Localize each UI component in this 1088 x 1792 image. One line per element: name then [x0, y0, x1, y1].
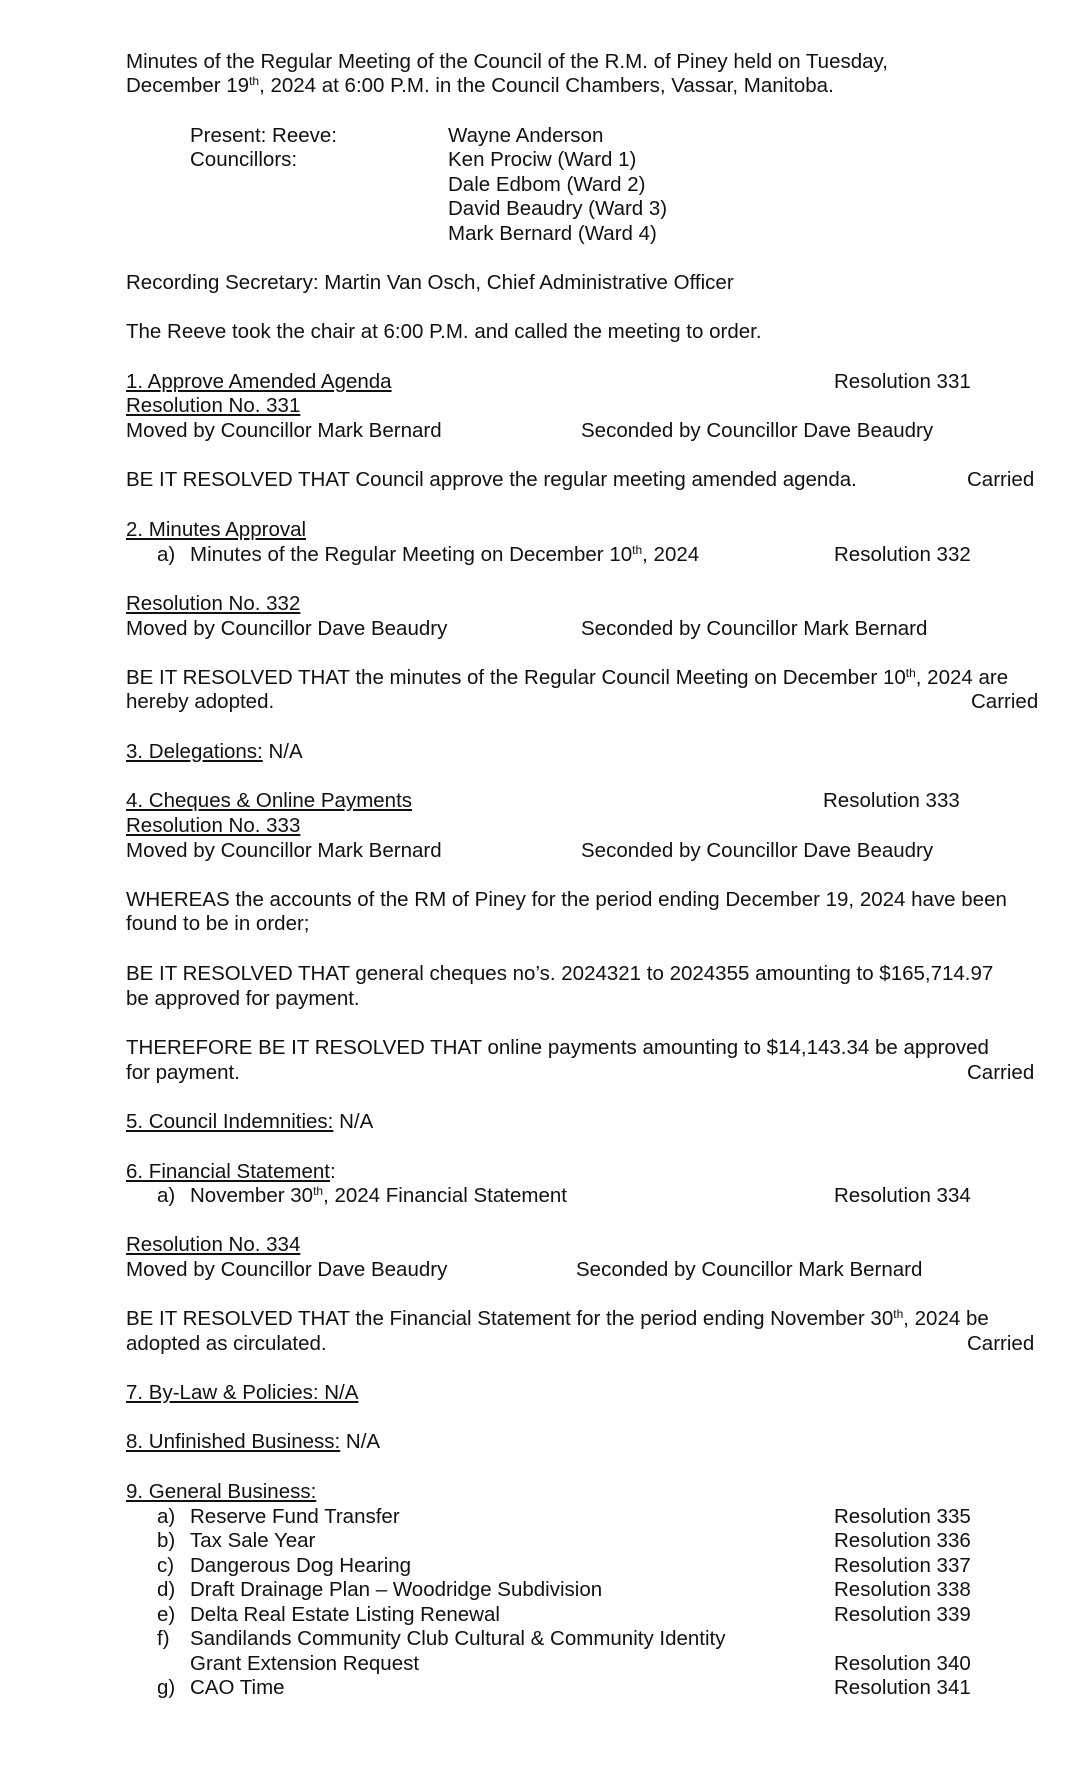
list-item-marker: g)	[157, 1676, 176, 1699]
councillors-label: Councillors:	[190, 148, 298, 171]
section-6-item-text: November 30th, 2024 Financial Statement	[190, 1184, 567, 1207]
section-4-resolution-no: Resolution No. 333	[126, 814, 301, 837]
list-item: Delta Real Estate Listing Renewal	[190, 1603, 500, 1626]
councillor-ward-1: Ken Prociw (Ward 1)	[448, 148, 637, 171]
chair-statement: The Reeve took the chair at 6:00 P.M. and called the meeting to order.	[126, 320, 762, 343]
list-item: Sandilands Community Club Cultural & Community Identity	[190, 1627, 726, 1650]
section-7-heading: 7. By-Law & Policies: N/A	[126, 1381, 359, 1404]
section-1-status: Carried	[967, 468, 1035, 491]
list-item: Draft Drainage Plan – Woodridge Subdivision	[190, 1578, 603, 1601]
section-1-resolution-text: BE IT RESOLVED THAT Council approve the regular meeting amended agenda.	[126, 468, 857, 491]
section-2-resolution-no: Resolution No. 332	[126, 592, 301, 615]
section-9-heading: 9. General Business:	[126, 1480, 317, 1503]
list-item-resolution-ref: Resolution 337	[834, 1554, 971, 1577]
list-item-resolution-ref: Resolution 340	[834, 1652, 971, 1675]
section-2-seconded: Seconded by Councillor Mark Bernard	[581, 617, 928, 640]
section-6-status: Carried	[967, 1332, 1035, 1355]
section-6-resolution-no: Resolution No. 334	[126, 1233, 301, 1256]
list-item: Dangerous Dog Hearing	[190, 1554, 412, 1577]
section-6-resolution-ref: Resolution 334	[834, 1184, 971, 1207]
section-6-item-marker: a)	[157, 1184, 176, 1207]
section-2-item-text: Minutes of the Regular Meeting on December 10th, 2024	[190, 543, 700, 566]
section-2-moved: Moved by Councillor Dave Beaudry	[126, 617, 448, 640]
section-4-seconded: Seconded by Councillor Dave Beaudry	[581, 839, 934, 862]
section-1-moved: Moved by Councillor Mark Bernard	[126, 419, 442, 442]
section-8: 8. Unfinished Business: N/A	[126, 1430, 381, 1453]
recording-secretary: Recording Secretary: Martin Van Osch, Chief Administrative Officer	[126, 271, 734, 294]
header-line-1: Minutes of the Regular Meeting of the Council of the R.M. of Piney held on Tuesday,	[126, 50, 888, 73]
section-4-moved: Moved by Councillor Mark Bernard	[126, 839, 442, 862]
section-4-online-2: for payment.	[126, 1061, 240, 1084]
reeve-name: Wayne Anderson	[448, 124, 604, 147]
section-6-moved: Moved by Councillor Dave Beaudry	[126, 1258, 448, 1281]
councillor-ward-3: David Beaudry (Ward 3)	[448, 197, 668, 220]
councillor-ward-2: Dale Edbom (Ward 2)	[448, 173, 646, 196]
councillor-ward-4: Mark Bernard (Ward 4)	[448, 222, 657, 245]
section-2-item-marker: a)	[157, 543, 176, 566]
list-item: CAO Time	[190, 1676, 285, 1699]
list-item-resolution-ref: Resolution 341	[834, 1676, 971, 1699]
section-2-heading: 2. Minutes Approval	[126, 518, 307, 541]
list-item-resolution-ref: Resolution 335	[834, 1505, 971, 1528]
section-1-seconded: Seconded by Councillor Dave Beaudry	[581, 419, 934, 442]
list-item-marker: e)	[157, 1603, 176, 1626]
list-item-marker: d)	[157, 1578, 176, 1601]
section-4-online: THEREFORE BE IT RESOLVED THAT online payments amounting to $14,143.34 be approved	[126, 1036, 989, 1059]
section-1-heading: 1. Approve Amended Agenda	[126, 370, 392, 393]
section-2-resolution-ref: Resolution 332	[834, 543, 971, 566]
list-item-resolution-ref: Resolution 338	[834, 1578, 971, 1601]
list-item-marker: b)	[157, 1529, 176, 1552]
section-6-heading: 6. Financial Statement:	[126, 1160, 336, 1183]
list-item-resolution-ref: Resolution 336	[834, 1529, 971, 1552]
section-5: 5. Council Indemnities: N/A	[126, 1110, 374, 1133]
section-1-resolution-ref: Resolution 331	[834, 370, 971, 393]
section-2-resolution-text-2: hereby adopted.	[126, 690, 275, 713]
list-item-marker: a)	[157, 1505, 176, 1528]
section-4-cheques: BE IT RESOLVED THAT general cheques no’s. 2024321 to 2024355 amounting to $165,714.97	[126, 962, 994, 985]
section-4-cheques-2: be approved for payment.	[126, 987, 360, 1010]
header-line-2: December 19th, 2024 at 6:00 P.M. in the Council Chambers, Vassar, Manitoba.	[126, 74, 834, 97]
list-item-continuation: Grant Extension Request	[190, 1652, 420, 1675]
list-item-resolution-ref: Resolution 339	[834, 1603, 971, 1626]
section-1-resolution-no: Resolution No. 331	[126, 394, 301, 417]
list-item-marker: f)	[157, 1627, 170, 1650]
section-6-resolution-text-2: adopted as circulated.	[126, 1332, 327, 1355]
present-label: Present: Reeve:	[190, 124, 337, 147]
list-item: Reserve Fund Transfer	[190, 1505, 400, 1528]
section-2-status: Carried	[971, 690, 1039, 713]
section-3: 3. Delegations: N/A	[126, 740, 303, 763]
section-6-resolution-text: BE IT RESOLVED THAT the Financial Statement for the period ending November 30th, 2024 be	[126, 1307, 989, 1330]
list-item-marker: c)	[157, 1554, 175, 1577]
section-4-status: Carried	[967, 1061, 1035, 1084]
list-item: Tax Sale Year	[190, 1529, 316, 1552]
section-4-resolution-ref: Resolution 333	[823, 789, 960, 812]
section-4-whereas-2: found to be in order;	[126, 912, 310, 935]
section-4-heading: 4. Cheques & Online Payments	[126, 789, 413, 812]
section-6-seconded: Seconded by Councillor Mark Bernard	[576, 1258, 923, 1281]
section-4-whereas: WHEREAS the accounts of the RM of Piney for the period ending December 19, 2024 have been	[126, 888, 1007, 911]
section-2-resolution-text: BE IT RESOLVED THAT the minutes of the Regular Council Meeting on December 10th, 2024 are	[126, 666, 1009, 689]
